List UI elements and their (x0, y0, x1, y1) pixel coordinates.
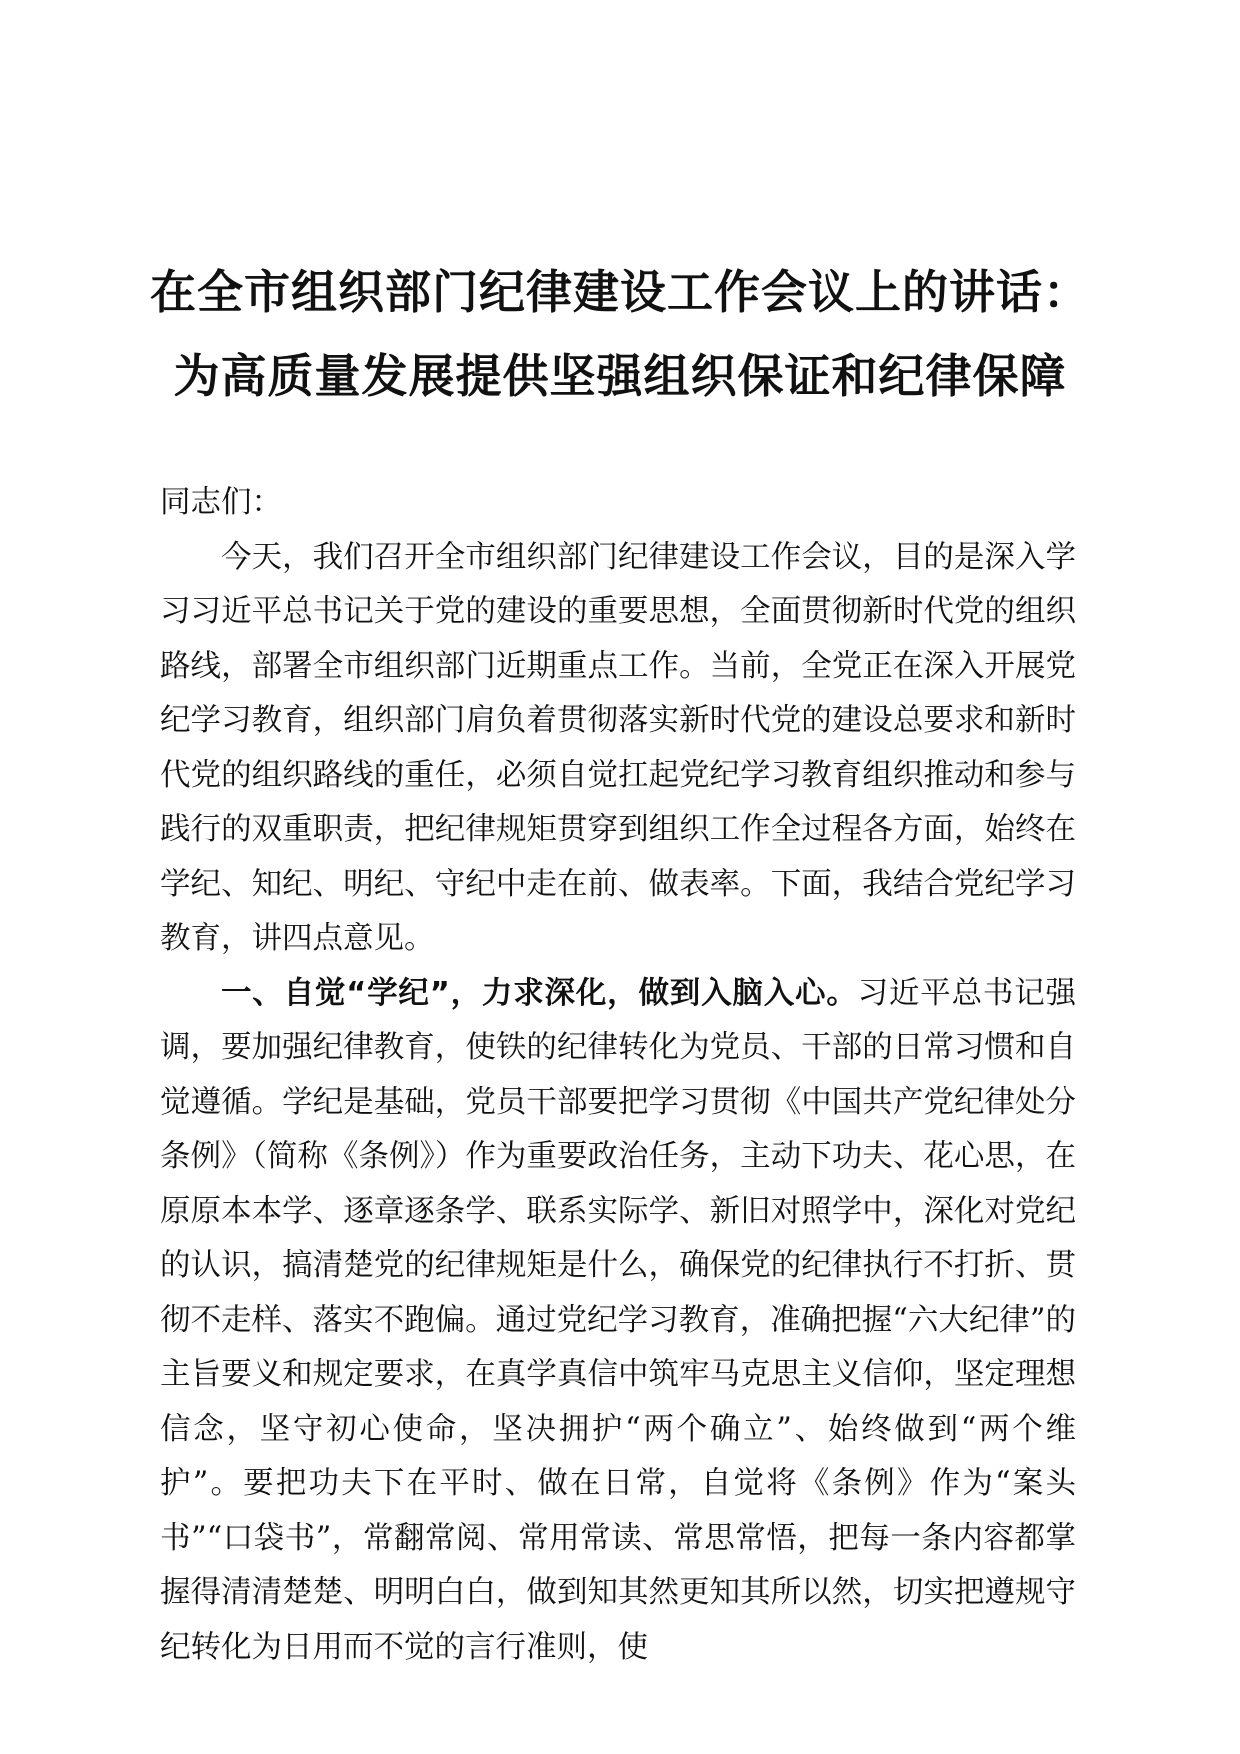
document-body (160, 476, 1076, 1675)
document-title (140, 250, 1100, 418)
title-line-1: 在全市组织部门纪律建设工作会议上的讲话： (150, 265, 1090, 319)
salutation: 同志们： (160, 485, 282, 520)
section-one-heading: 一、自觉“学纪”，力求深化，做到入脑入心。 (221, 975, 858, 1011)
section-one-paragraph (160, 967, 1076, 1676)
title-line-2: 为高质量发展提供坚强组织保证和纪律保障 (173, 349, 1067, 403)
intro-paragraph: 今天，我们召开全市组织部门纪律建设工作会议，目的是深入学习习近平总书记关于党的建设的重要思想，全面贯彻新时代党的组织路线，部署全市组织部门近期重点工作。当前，全党正在深入开展党纪学习教育，组织部门肩负着贯彻落实新时代党的建设总要求和新时代党的组织路线的重任，必须自觉扛起党纪学习教育组织推动和参与践行的双重职责，把纪律规矩贯穿到组织工作全过程各方面，始终在学纪、知纪、明纪、守纪中走在前、做表率。下面，我结合党纪学习教育，讲四点意见。 (160, 539, 1076, 956)
section-one-body: 习近平总书记强调，要加强纪律教育，使铁的纪律转化为党员、干部的日常习惯和自觉遵循。学纪是基础，党员干部要把学习贯彻《中国共产党纪律处分条例》（简称《条例》）作为重要政治任务，主动下功夫、花心思，在原原本本学、逐章逐条学、联系实际学、新旧对照学中，深化对党纪的认识，搞清楚党的纪律规矩是什么，确保党的纪律执行不打折、贯彻不走样、落实不跑偏。通过党纪学习教育，准确把握“六大纪律”的主旨要义和规定要求，在真学真信中筑牢马克思主义信仰，坚定理想信念，坚守初心使命，坚决拥护“两个确立”、始终做到“两个维护”。要把功夫下在平时、做在日常，自觉将《条例》作为“案头书”“口袋书”，常翻常阅、常用常读、常思常悟，把每一条内容都掌握得清清楚楚、明明白白，做到知其然更知其所以然，切实把遵规守纪转化为日用而不觉的言行准则，使 (160, 975, 1077, 1665)
